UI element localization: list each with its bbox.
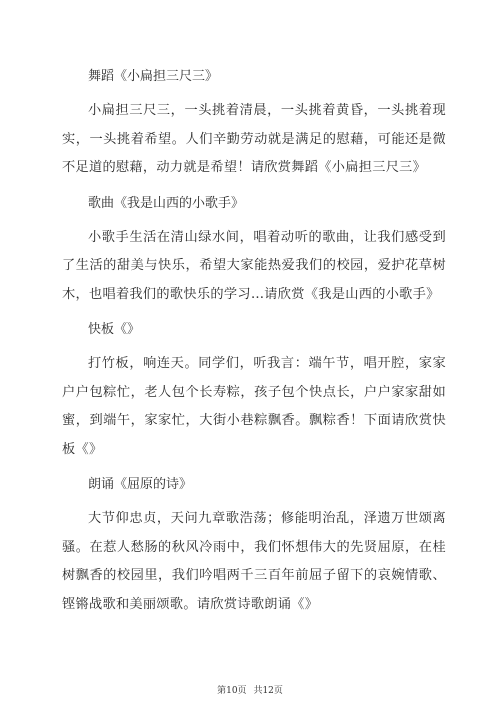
section-body-song: 小歌手生活在清山绿水间，唱着动听的歌曲，让我们感受到了生活的甜美与快乐，希望大家能热爱我们的校园，爱护花草树木，也唱着我们的歌快乐的学习…请欣赏《我是山西的小歌手》 (62, 229, 446, 302)
section-heading-song: 歌曲《我是山西的小歌手》 (88, 195, 245, 211)
section-body-recitation: 大节仰忠贞，天问九章歌浩荡；修能明治乱，泽遗万世颂离骚。在惹人愁肠的秋风冷雨中，我们怀想伟大的先贤屈原，在桂树飘香的校园里，我们吟唱两千三百年前屈子留下的哀婉情歌、铿锵战歌和美丽颂歌。请欣赏诗歌朗诵《》 (62, 511, 446, 612)
page-number: 第10页 (217, 686, 247, 696)
section-body-dance: 小扁担三尺三，一头挑着清晨，一头挑着黄昏，一头挑着现实，一头挑着希望。人们辛勤劳动就是满足的慰藉，可能还是微不足道的慰藉，动力就是希望！请欣赏舞蹈《小扁担三尺三》 (62, 103, 446, 175)
section-heading-kuaiban: 快板《》 (88, 322, 141, 337)
section-heading-recitation: 朗诵《屈原的诗》 (88, 477, 193, 492)
page-footer (0, 683, 500, 696)
section-heading-dance: 舞蹈《小扁担三尺三》 (88, 69, 219, 84)
document-body (62, 63, 446, 626)
section-body-kuaiban: 打竹板，响连天。同学们，听我言：端午节，唱开腔，家家户户包粽忙，老人包个长寿粽，孩子包个快点长，户户家家甜如蜜，到端午，家家忙，大街小巷粽飘香。飘粽香！下面请欣赏快板《》 (62, 356, 446, 457)
total-pages: 共12页 (253, 686, 283, 696)
